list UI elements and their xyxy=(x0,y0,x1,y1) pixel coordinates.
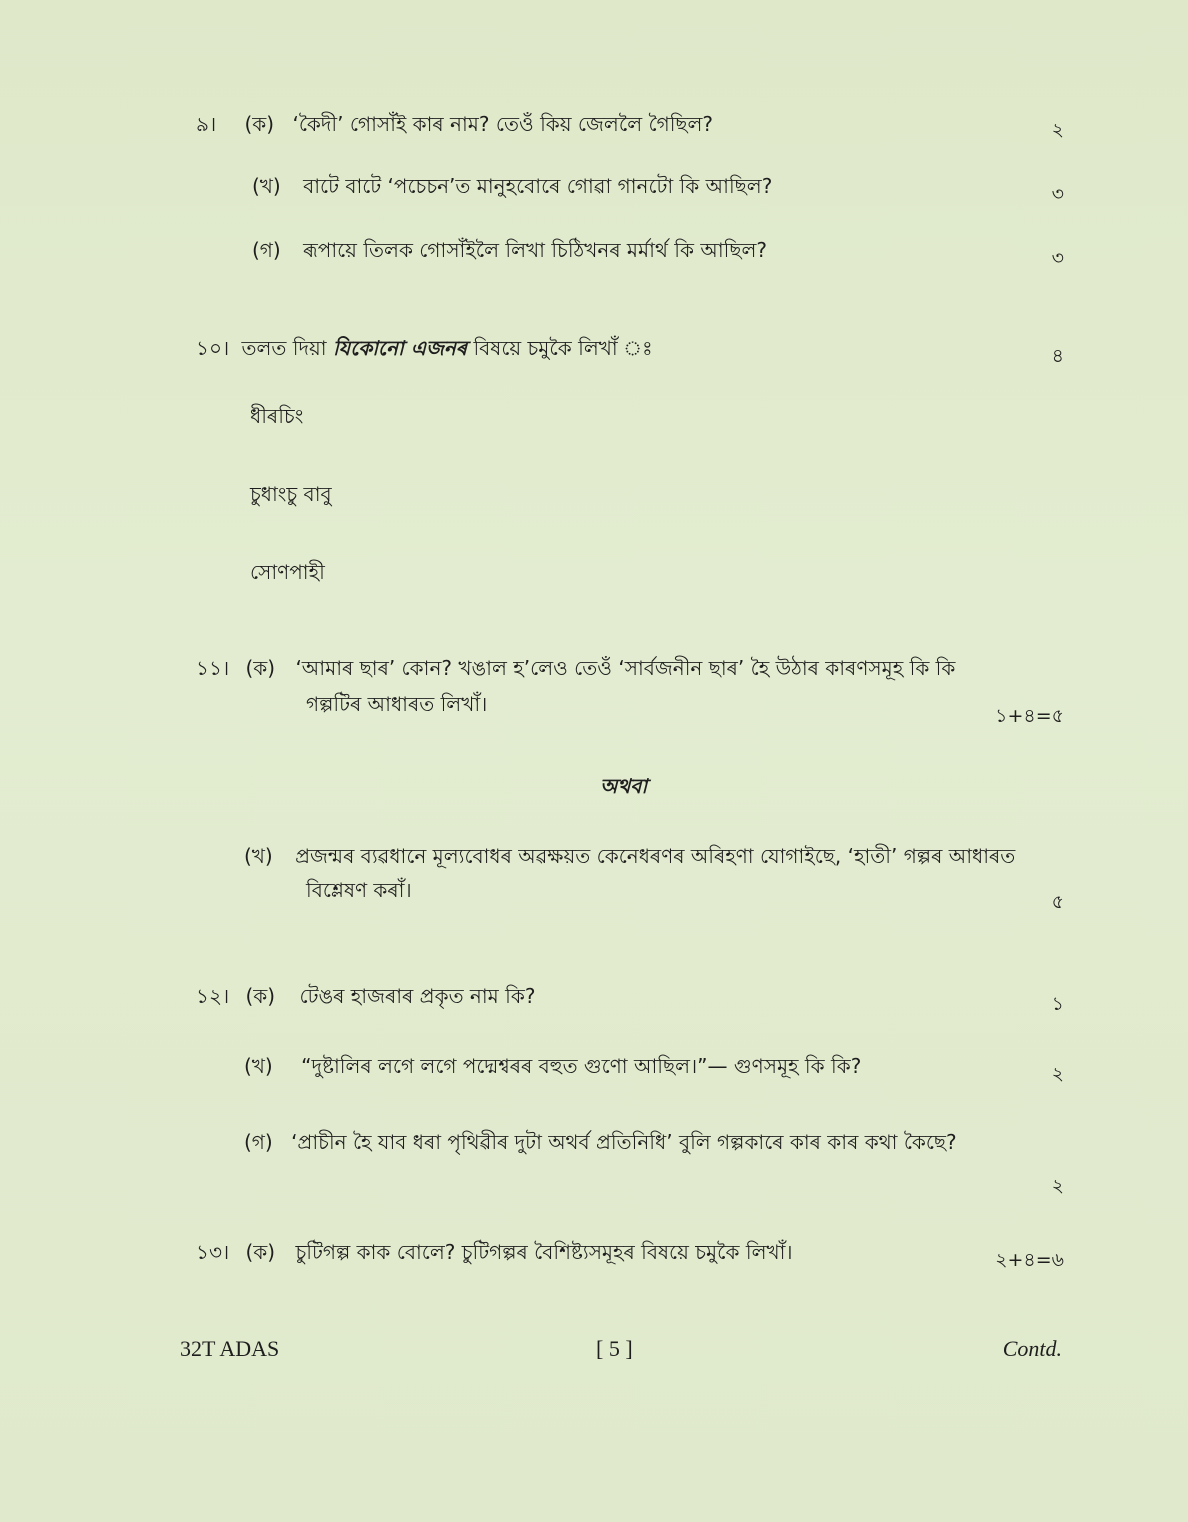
question-text-continued: গল্পটিৰ আধাৰত লিখাঁ। xyxy=(306,692,488,716)
question-number: ১৩। xyxy=(196,1240,230,1264)
question-11b xyxy=(244,842,1015,875)
question-10 xyxy=(196,334,653,367)
question-number: ৯। xyxy=(196,112,217,136)
question-text-post: বিষয়ে চমুকৈ লিখাঁ ঃ xyxy=(473,336,653,360)
question-text: প্ৰজন্মৰ ব্যৱধানে মূল্যবোধৰ অৱক্ষয়ত কেনেধৰণৰ অৰিহণা যোগাইছে, ‘হাতী’ গল্পৰ আধাৰত xyxy=(295,844,1016,868)
question-11a xyxy=(196,654,955,687)
marks: ১+৪=৫ xyxy=(995,705,1064,727)
continued-label: Contd. xyxy=(1002,1336,1062,1361)
question-12b xyxy=(244,1052,861,1085)
sub-label: (খ) xyxy=(244,1054,273,1078)
question-13a xyxy=(196,1238,793,1271)
marks: ৩ xyxy=(1051,247,1064,269)
option-item: সোণপাহী xyxy=(250,560,325,584)
sub-label: (ক) xyxy=(244,112,275,136)
question-9c xyxy=(252,236,767,269)
sub-label: (খ) xyxy=(252,174,281,198)
question-text: ‘প্ৰাচীন হৈ যাব ধৰা পৃথিৱীৰ দুটা অথৰ্ব প্ৰতিনিধি’ বুলি গল্পকাৰে কাৰ কাৰ কথা কৈছে? xyxy=(291,1130,957,1154)
question-text: ৰূপায়ে তিলক গোসাঁইলৈ লিখা চিঠিখনৰ মৰ্মাৰ্থ কি আছিল? xyxy=(303,238,768,262)
marks: ২ xyxy=(1051,1175,1064,1197)
paper-code: 32T ADAS xyxy=(180,1336,280,1361)
sub-label: (গ) xyxy=(252,238,281,262)
sub-label: (ক) xyxy=(245,984,276,1008)
marks: ৫ xyxy=(1051,891,1064,913)
or-divider: অথবা xyxy=(600,774,648,798)
question-text: ‘কৈদী’ গোসাঁই কাৰ নাম? তেওঁ কিয় জেললৈ গৈছিল? xyxy=(292,112,714,136)
marks: ১ xyxy=(1051,993,1064,1015)
marks: ২ xyxy=(1051,119,1064,141)
question-text: “দুষ্টালিৰ লগে লগে পদ্মেশ্বৰৰ বহুত গুণো আছিল।”— গুণসমূহ কি কি? xyxy=(301,1054,862,1078)
question-text-pre: তলত দিয়া xyxy=(241,336,327,360)
marks: ৪ xyxy=(1051,345,1064,367)
question-12c xyxy=(244,1128,957,1161)
question-12a xyxy=(196,982,535,1015)
marks: ২ xyxy=(1051,1063,1064,1085)
question-text-continued: বিশ্লেষণ কৰাঁ। xyxy=(306,878,412,902)
option-item: ধীৰচিং xyxy=(250,404,304,428)
option-item: চুধাংচু বাবু xyxy=(250,482,332,506)
question-text: টেঙৰ হাজৰাৰ প্ৰকৃত নাম কি? xyxy=(299,984,536,1008)
question-9a xyxy=(196,110,713,143)
page-number: [ 5 ] xyxy=(596,1336,633,1361)
marks: ৩ xyxy=(1051,183,1064,205)
marks: ২+৪=৬ xyxy=(995,1249,1064,1271)
sub-label: (খ) xyxy=(244,844,273,868)
question-text-emphasis: যিকোনো এজনৰ xyxy=(332,336,468,360)
question-number: ১১। xyxy=(196,656,230,680)
sub-label: (ক) xyxy=(245,656,276,680)
question-text: বাটে বাটে ‘পচেচন’ত মানুহবোৰে গোৱা গানটো কি আছিল? xyxy=(303,174,773,198)
question-text: ‘আমাৰ ছাৰ’ কোন? খঙাল হ’লেও তেওঁ ‘সাৰ্বজনীন ছাৰ’ হৈ উঠাৰ কাৰণসমূহ কি কি xyxy=(295,656,956,680)
sub-label: (গ) xyxy=(244,1130,273,1154)
question-number: ১২। xyxy=(196,984,230,1008)
question-number: ১০। xyxy=(196,336,230,360)
sub-label: (ক) xyxy=(245,1240,276,1264)
question-9b xyxy=(252,172,772,205)
question-text: চুটিগল্প কাক বোলে? চুটিগল্পৰ বৈশিষ্ট্যসমূহৰ বিষয়ে চমুকৈ লিখাঁ। xyxy=(295,1240,793,1264)
